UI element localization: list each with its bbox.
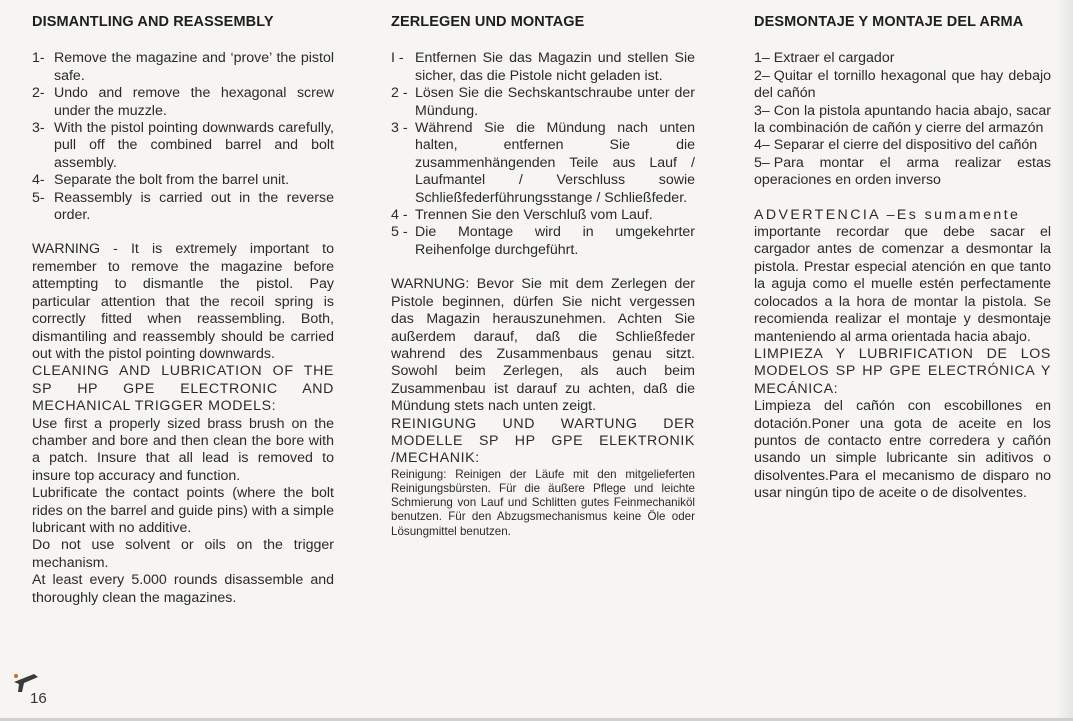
step-text: Separate the bolt from the barrel unit. <box>54 172 290 189</box>
section-heading: DESMONTAJE Y MONTAJE DEL ARMA <box>754 14 1024 30</box>
cleaning-heading: LIMPIEZA Y LUBRIFICATION DE LOS MODELOS SP HP GPE ELECTRÓNICA Y MECÁNICA: <box>754 345 1051 397</box>
steps-list <box>32 50 334 224</box>
step-text: Entfernen Sie das Magazin und stellen Sie sicher, das die Pistole nicht geladen ist. <box>415 50 695 84</box>
column-spanish <box>754 14 1051 503</box>
step-number: 1– <box>754 50 770 67</box>
column-german <box>391 14 695 539</box>
step-text: Separar el cierre del dispositivo del cañón <box>773 137 1038 154</box>
list-item <box>754 50 1051 67</box>
cleaning-paragraph: Reinigung: Reinigen der Läufe mit den mitgelieferten Reinigungsbürsten. Für die äußere Pflege und leichte Schmierung von Lauf und Schlitten gutes Feinmechaniköl benutzen. Für den Abzugsmechanismus keine Öle oder Lösungmittel benutzen. <box>391 467 695 538</box>
section-heading: DISMANTLING AND REASSEMBLY <box>32 14 274 30</box>
lubrication-paragraph: Lubrificate the contact points (where the bolt rides on the barrel and guide pins) with a simple lubricant with no additive. <box>32 485 334 536</box>
page-number: 16 <box>30 690 47 707</box>
list-item <box>32 120 334 172</box>
steps-list <box>391 50 695 259</box>
step-number: 2– <box>754 67 770 84</box>
list-item <box>32 85 334 120</box>
list-item <box>391 50 695 85</box>
section-heading: ZERLEGEN UND MONTAGE <box>391 14 585 30</box>
cleaning-paragraph: Limpieza del cañón con escobillones en dotación.Poner una gota de aceite en los puntos de contacto entre corredera y cañón usando un simple lubricante sin aditivos o disolventes.Para el mecanismo de disparo no usar ningún tipo de aceite o de disolventes. <box>754 398 1051 502</box>
step-number: 4– <box>754 137 770 154</box>
steps-list <box>754 50 1051 189</box>
step-number: 4 - <box>391 207 408 224</box>
step-text: With the pistol pointing downwards carefully, pull off the combined barrel and bolt assembly. <box>54 120 334 171</box>
list-item <box>754 103 1051 138</box>
step-text: Trennen Sie den Verschluß vom Lauf. <box>415 207 653 224</box>
warning-paragraph: WARNING - It is extremely important to remember to remove the magazine before attempting to dismantle the pistol. Pay particular attention that the recoil spring is correctly fitted when reassembling. Both, dismantiling and reassembly should be carried out with the pistol pointing downwards. <box>32 241 334 362</box>
solvent-paragraph: Do not use solvent or oils on the trigger mechanism. <box>32 537 334 571</box>
warning-label: ADVERTENCIA –Es sumamente <box>754 206 1021 223</box>
step-number: I - <box>391 50 404 67</box>
step-text: Lösen Sie die Sechskantschraube unter der Mündung. <box>415 85 695 119</box>
warning-paragraph: importante recordar que debe sacar el cargador antes de comenzar a desmontar la pistola. Prestar especial atención en que tanto la aguja como el muelle estén perfectamente colocados a la hora de montar la pistola. Se recomienda realizar el montaje y desmontaje manteniendo al arma orientada hacia abajo. <box>754 224 1051 345</box>
list-item <box>391 207 695 224</box>
step-number: 1- <box>32 50 45 67</box>
list-item <box>391 224 695 259</box>
step-text: Para montar el arma realizar estas operaciones en orden inverso <box>754 154 1051 189</box>
step-number: 3 - <box>391 120 408 137</box>
step-number: 4- <box>32 172 45 189</box>
step-text: Undo and remove the hexagonal screw under the muzzle. <box>54 85 334 119</box>
step-text: Quitar el tornillo hexagonal que hay debajo del cañón <box>754 67 1051 102</box>
list-item <box>754 68 1051 103</box>
magazine-cleaning-paragraph: At least every 5.000 rounds disassemble and thoroughly clean the magazines. <box>32 572 334 606</box>
step-text: Reassembly is carried out in the reverse order. <box>54 189 334 224</box>
column-english <box>32 14 334 607</box>
step-number: 5– <box>754 154 770 171</box>
list-item <box>32 190 334 225</box>
step-number: 2- <box>32 85 45 102</box>
list-item <box>391 85 695 120</box>
warning-paragraph: WARNUNG: Bevor Sie mit dem Zerlegen der Pistole beginnen, dürfen Sie nicht vergessen das Magazin herauszunehmen. Achten Sie außerdem darauf, daß die Schließfeder wahrend des Zusammenbaus genau sitzt. Sowohl beim Zerlegen, als auch beim Zusammenbau ist darauf zu achten, daß die Mündung stets nach unten zeigt. <box>391 276 695 415</box>
page-edge-shadow <box>1057 0 1073 721</box>
step-text: Extraer el cargador <box>773 50 895 67</box>
list-item <box>754 155 1051 190</box>
list-item <box>32 172 334 189</box>
step-number: 5- <box>32 189 45 206</box>
step-text: Remove the magazine and ‘prove’ the pistol safe. <box>54 50 334 84</box>
list-item <box>754 137 1051 154</box>
list-item <box>391 120 695 207</box>
cleaning-heading: REINIGUNG UND WARTUNG DER MODELLE SP HP GPE ELEKTRONIK /MECHANIK: <box>391 415 695 467</box>
list-item <box>32 50 334 85</box>
step-number: 3– <box>754 102 770 119</box>
step-number: 3- <box>32 120 45 137</box>
step-text: Während Sie die Mündung nach unten halten, entfernen Sie die zusammenhängenden Teile aus Lauf / Laufmantel / Verschluss sowie Schließfederführungsstange / Schließfeder. <box>415 120 695 206</box>
cleaning-paragraph: Use first a properly sized brass brush on the chamber and bore and then clean the bore with a patch. Insure that all lead is removed to insure top accuracy and function. <box>32 415 334 484</box>
step-number: 5 - <box>391 224 408 241</box>
step-text: Die Montage wird in umgekehrter Reihenfolge durchgeführt. <box>415 224 695 258</box>
step-text: Con la pistola apuntando hacia abajo, sacar la combinación de cañón y cierre del armazón <box>754 102 1051 137</box>
cleaning-heading: CLEANING AND LUBRICATION OF THE SP HP GPE ELECTRONIC AND MECHANICAL TRIGGER MODELS: <box>32 363 334 415</box>
step-number: 2 - <box>391 85 408 102</box>
